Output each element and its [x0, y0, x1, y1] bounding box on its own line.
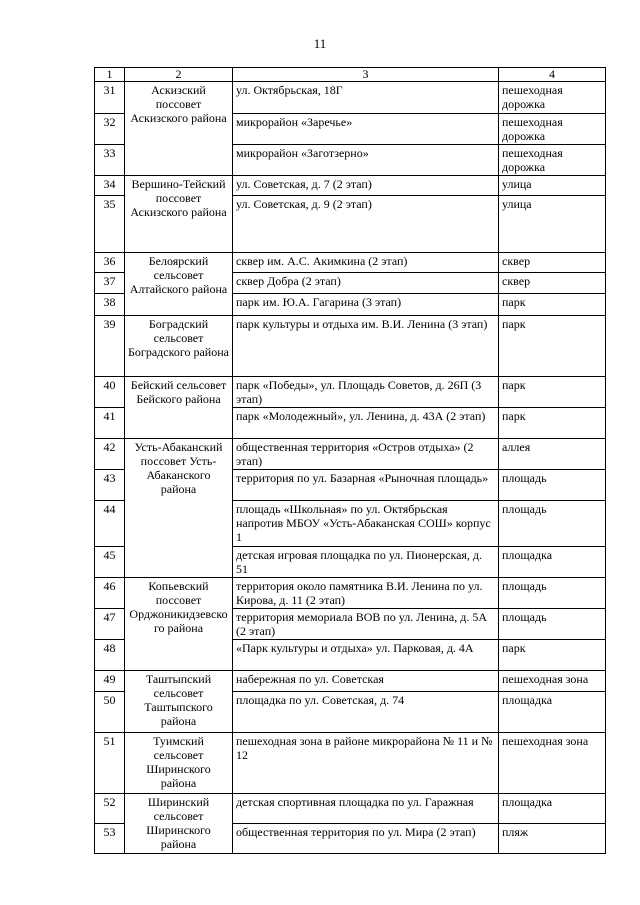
object-type-cell: сквер	[499, 253, 606, 273]
location-cell: парк «Молодежный», ул. Ленина, д. 43А (2 этап)	[233, 408, 499, 439]
object-type-cell: сквер	[499, 273, 606, 294]
location-cell: набережная по ул. Советская	[233, 671, 499, 692]
object-type-cell: площадь	[499, 578, 606, 609]
row-number: 44	[95, 501, 125, 547]
row-number: 47	[95, 609, 125, 640]
location-cell: детская игровая площадка по ул. Пионерская, д. 51	[233, 547, 499, 578]
object-type-cell: площадка	[499, 547, 606, 578]
object-type-cell: пешеходная дорожка	[499, 82, 606, 114]
row-number: 37	[95, 273, 125, 294]
municipality-cell: Боградский сельсовет Боградского района	[125, 316, 233, 377]
table-row	[95, 439, 606, 470]
table-row	[95, 253, 606, 273]
location-cell: общественная территория по ул. Мира (2 этап)	[233, 824, 499, 854]
location-cell: территория около памятника В.И. Ленина по ул. Кирова, д. 11 (2 этап)	[233, 578, 499, 609]
object-type-cell: пешеходная зона	[499, 671, 606, 692]
table-row	[95, 671, 606, 692]
municipality-cell: Аскизский поссовет Аскизского района	[125, 82, 233, 176]
municipality-cell: Ширинский сельсовет Ширинского района	[125, 794, 233, 854]
table-row	[95, 578, 606, 609]
location-cell: сквер им. А.С. Акимкина (2 этап)	[233, 253, 499, 273]
row-number: 42	[95, 439, 125, 470]
location-cell: пешеходная зона в районе микрорайона № 11 и № 12	[233, 733, 499, 794]
header-cell-2: 2	[125, 68, 233, 82]
location-cell: территория по ул. Базарная «Рыночная площадь»	[233, 470, 499, 501]
object-type-cell: улица	[499, 176, 606, 196]
location-cell: ул. Советская, д. 7 (2 этап)	[233, 176, 499, 196]
row-number: 46	[95, 578, 125, 609]
municipality-cell: Бейский сельсовет Бейского района	[125, 377, 233, 439]
object-type-cell: аллея	[499, 439, 606, 470]
object-type-cell: площадка	[499, 692, 606, 733]
municipality-cell: Копьевский поссовет Орджоникидзевского района	[125, 578, 233, 671]
object-type-cell: площадка	[499, 794, 606, 824]
row-number: 49	[95, 671, 125, 692]
location-cell: площадь «Школьная» по ул. Октябрьская напротив МБОУ «Усть-Абаканская СОШ» корпус 1	[233, 501, 499, 547]
row-number: 33	[95, 145, 125, 176]
municipality-cell: Туимский сельсовет Ширинского района	[125, 733, 233, 794]
header-cell-1: 1	[95, 68, 125, 82]
row-number: 31	[95, 82, 125, 114]
table-row	[95, 176, 606, 196]
row-number: 35	[95, 196, 125, 253]
municipality-improvement-table	[94, 67, 606, 854]
location-cell: сквер Добра (2 этап)	[233, 273, 499, 294]
row-number: 48	[95, 640, 125, 671]
location-cell: парк «Победы», ул. Площадь Советов, д. 26П (3 этап)	[233, 377, 499, 408]
object-type-cell: парк	[499, 377, 606, 408]
municipality-cell: Таштыпский сельсовет Таштыпского района	[125, 671, 233, 733]
table-row	[95, 316, 606, 377]
municipality-cell: Белоярский сельсовет Алтайского района	[125, 253, 233, 316]
row-number: 41	[95, 408, 125, 439]
row-number: 40	[95, 377, 125, 408]
location-cell: микрорайон «Заготзерно»	[233, 145, 499, 176]
location-cell: парк культуры и отдыха им. В.И. Ленина (3 этап)	[233, 316, 499, 377]
row-number: 39	[95, 316, 125, 377]
object-type-cell: пешеходная дорожка	[499, 114, 606, 145]
municipality-cell: Усть-Абаканский поссовет Усть-Абаканского района	[125, 439, 233, 578]
location-cell: общественная территория «Остров отдыха» (2 этап)	[233, 439, 499, 470]
row-number: 34	[95, 176, 125, 196]
row-number: 36	[95, 253, 125, 273]
table-row	[95, 377, 606, 408]
location-cell: «Парк культуры и отдыха» ул. Парковая, д. 4А	[233, 640, 499, 671]
header-cell-3: 3	[233, 68, 499, 82]
location-cell: парк им. Ю.А. Гагарина (3 этап)	[233, 294, 499, 316]
header-row	[95, 68, 606, 82]
object-type-cell: пешеходная дорожка	[499, 145, 606, 176]
row-number: 32	[95, 114, 125, 145]
row-number: 51	[95, 733, 125, 794]
location-cell: площадка по ул. Советская, д. 74	[233, 692, 499, 733]
row-number: 38	[95, 294, 125, 316]
table-row	[95, 733, 606, 794]
object-type-cell: площадь	[499, 501, 606, 547]
location-cell: территория мемориала ВОВ по ул. Ленина, д. 5А (2 этап)	[233, 609, 499, 640]
row-number: 45	[95, 547, 125, 578]
table-row	[95, 82, 606, 114]
object-type-cell: площадь	[499, 470, 606, 501]
object-type-cell: парк	[499, 316, 606, 377]
municipality-cell: Вершино-Тейский поссовет Аскизского района	[125, 176, 233, 253]
table-row	[95, 794, 606, 824]
row-number: 43	[95, 470, 125, 501]
object-type-cell: пешеходная зона	[499, 733, 606, 794]
location-cell: ул. Октябрьская, 18Г	[233, 82, 499, 114]
object-type-cell: пляж	[499, 824, 606, 854]
object-type-cell: парк	[499, 640, 606, 671]
header-cell-4: 4	[499, 68, 606, 82]
location-cell: ул. Советская, д. 9 (2 этап)	[233, 196, 499, 253]
row-number: 53	[95, 824, 125, 854]
object-type-cell: парк	[499, 294, 606, 316]
row-number: 50	[95, 692, 125, 733]
row-number: 52	[95, 794, 125, 824]
location-cell: детская спортивная площадка по ул. Гаражная	[233, 794, 499, 824]
object-type-cell: улица	[499, 196, 606, 253]
object-type-cell: площадь	[499, 609, 606, 640]
page-number: 11	[313, 36, 327, 51]
location-cell: микрорайон «Заречье»	[233, 114, 499, 145]
object-type-cell: парк	[499, 408, 606, 439]
